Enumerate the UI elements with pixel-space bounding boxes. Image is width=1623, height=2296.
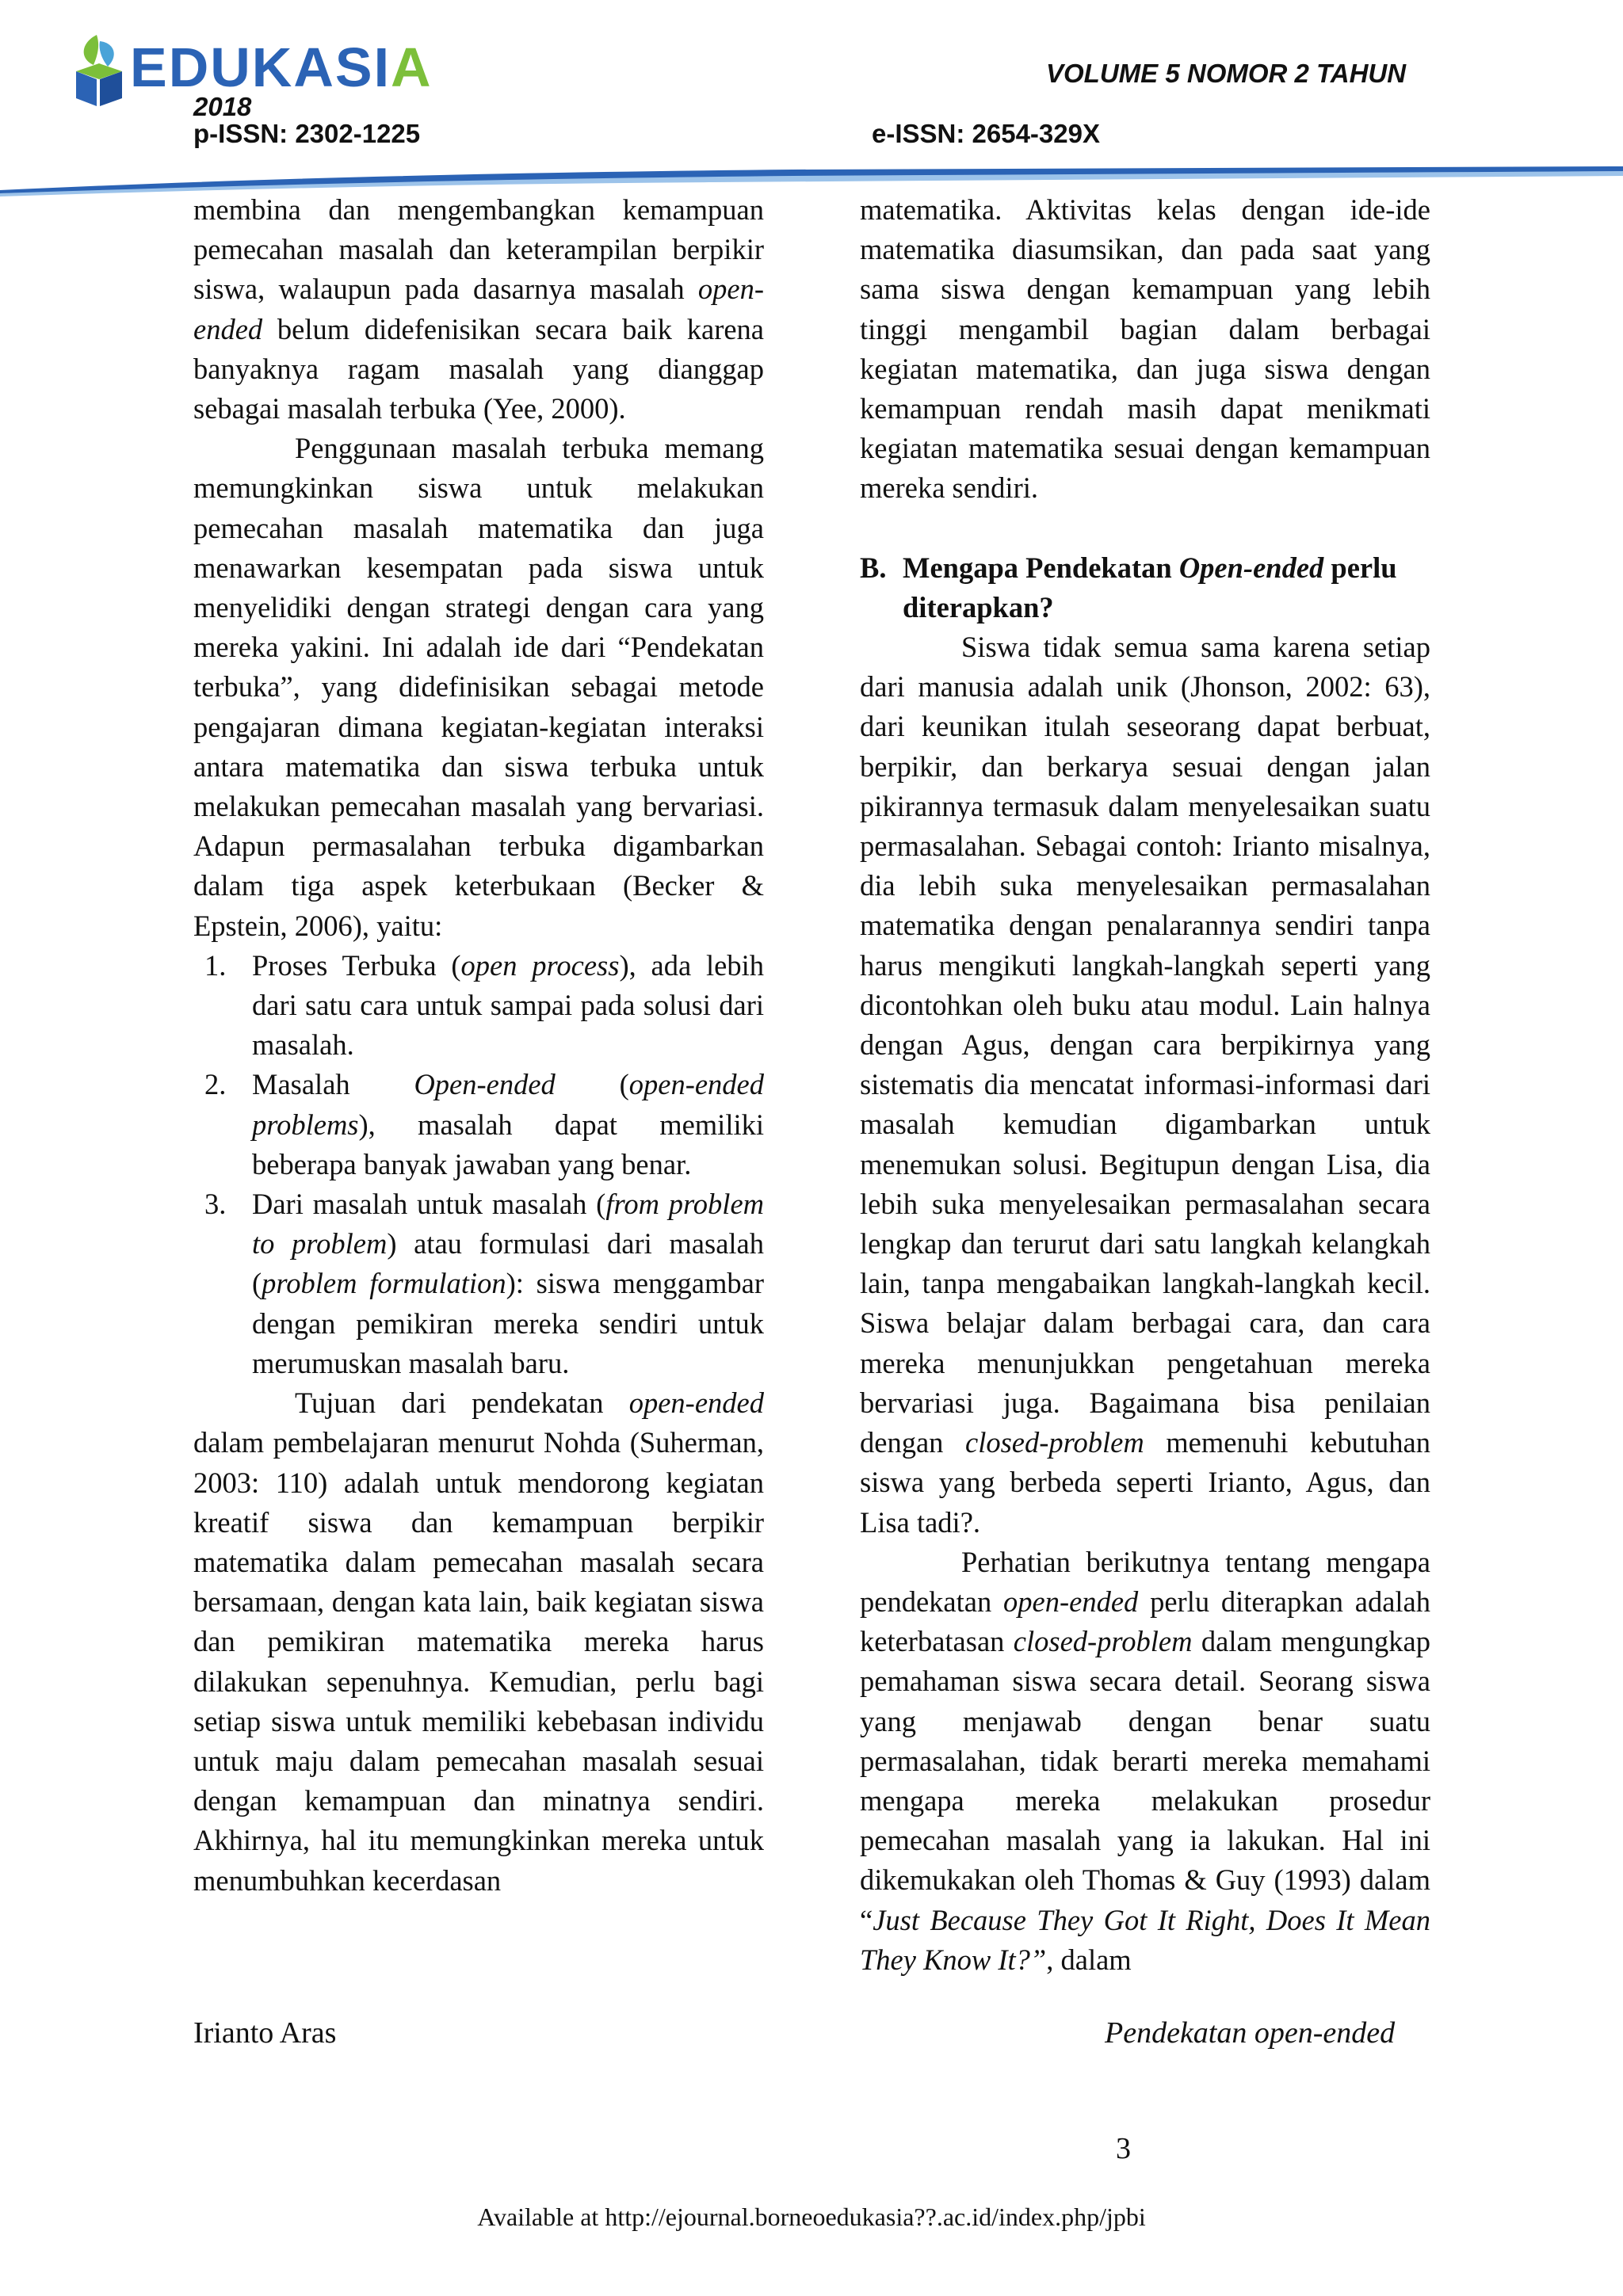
openness-aspects-list bbox=[193, 946, 764, 1383]
running-footer-title: Pendekatan open-ended bbox=[1105, 2016, 1396, 2050]
e-issn: e-ISSN: 2654-329X bbox=[872, 119, 1100, 148]
left-column bbox=[193, 190, 764, 1901]
paragraph: membina dan mengembangkan kemampuan pemecahan masalah dan keterampilan berpikir siswa, walaupun pada dasarnya masalah open-ended belum didefenisikan secara baik karena banyaknya ragam masalah yang dianggap sebagai masalah terbuka (Yee, 2000). bbox=[193, 193, 764, 425]
section-heading: B. Mengapa Pendekatan Open-ended perlu diterapkan? bbox=[860, 551, 1397, 624]
list-item: 3. Dari masalah untuk masalah (from problem to problem) atau formulasi dari masalah (problem formulation): siswa menggambar dengan pemikiran mereka sendiri untuk merumuskan masalah baru. bbox=[204, 1188, 764, 1379]
paragraph: Perhatian berikutnya tentang mengapa pendekatan open-ended perlu diterapkan adalah keterbatasan closed-problem dalam mengungkap pemahaman siswa secara detail. Seorang siswa yang menjawab dengan benar suatu permasalahan, tidak berarti mereka memahami mengapa mereka melakukan prosedur pemecahan masalah yang ia lakukan. Hal ini dikemukakan oleh Thomas & Guy (1993) dalam “Just Because They Got It Right, Does It Mean They Know It?”, dalam bbox=[860, 1545, 1430, 1976]
paragraph: Penggunaan masalah terbuka memang memungkinkan siswa untuk melakukan pemecahan masalah matematika dan juga menawarkan kesempatan pada siswa untuk menyelidiki dengan strategi dengan cara yang mereka yakini. Ini adalah ide dari “Pendekatan terbuka”, yang didefinisikan sebagai metode pengajaran dimana kegiatan-kegiatan interaksi antara matematika dan siswa terbuka untuk melakukan pemecahan masalah yang bervariasi. Adapun permasalahan terbuka digambarkan dalam tiga aspek keterbukaan (Becker & Epstein, 2006), yaitu: bbox=[193, 432, 764, 942]
page-number: 3 bbox=[1116, 2132, 1131, 2165]
p-issn: p-ISSN: 2302-1225 bbox=[193, 119, 421, 148]
paragraph: matematika. Aktivitas kelas dengan ide-ide matematika diasumsikan, dan pada saat yang sama siswa dengan kemampuan yang lebih tinggi mengambil bagian dalam berbagai kegiatan matematika, dan juga siswa dengan kemampuan rendah masih dapat menikmati kegiatan matematika sesuai dengan kemampuan mereka sendiri. bbox=[860, 193, 1430, 505]
journal-header bbox=[0, 0, 1623, 198]
logo-wordmark: EDUKASIA bbox=[130, 36, 433, 98]
list-item: 1. Proses Terbuka (open process), ada lebih dari satu cara untuk sampai pada solusi dari masalah. bbox=[204, 948, 764, 1062]
list-item: 2. Masalah Open-ended (open-ended problems), masalah dapat memiliki beberapa banyak jawaban yang benar. bbox=[204, 1068, 765, 1180]
section-spacer bbox=[860, 509, 1430, 548]
running-footer-author: Irianto Aras bbox=[193, 2016, 337, 2050]
right-column bbox=[860, 190, 1430, 1980]
book-leaf-icon bbox=[73, 32, 128, 108]
volume-year: 2018 bbox=[193, 92, 252, 121]
paragraph: Tujuan dari pendekatan open-ended dalam pembelajaran menurut Nohda (Suherman, 2003: 110) adalah untuk mendorong kegiatan kreatif siswa dan kemampuan berpikir matematika dalam pemecahan masalah secara bersamaan, dengan kata lain, baik kegiatan siswa dan pemikiran matematika mereka harus dilakukan sepenuhnya. Kemudian, perlu bagi setiap siswa untuk memiliki kebebasan individu untuk maju dalam pemecahan masalah sesuai dengan kemampuan dan minatnya sendiri. Akhirnya, hal itu memungkinkan mereka untuk menumbuhkan kecerdasan bbox=[193, 1386, 764, 1897]
availability-url[interactable]: Available at http://ejournal.borneoedukasia??.ac.id/index.php/jpbi bbox=[477, 2203, 1146, 2231]
volume-info: VOLUME 5 NOMOR 2 TAHUN bbox=[1046, 59, 1407, 88]
paragraph: Siswa tidak semua sama karena setiap dari manusia adalah unik (Jhonson, 2002: 63), dari keunikan itulah seseorang dapat berbuat, berpikir, dan berkarya sesuai dengan jalan pikirannya termasuk dalam menyelesaikan suatu permasalahan. Sebagai contoh: Irianto misalnya, dia lebih suka menyelesaikan permasalahan matematika dengan penalarannya sendiri tanpa harus mengikuti langkah-langkah seperti yang dicontohkan oleh buku atau modul. Lain halnya dengan Agus, dengan cara berpikirnya yang sistematis dia mencatat informasi-informasi dari masalah kemudian digambarkan untuk menemukan solusi. Begitupun dengan Lisa, dia lebih suka menyelesaikan permasalahan secara lengkap dan terurut dari satu langkah kelangkah lain, tanpa mengabaikan langkah-langkah kecil. Siswa belajar dalam berbagai cara, dan cara mereka menunjukkan pengetahuan mereka bervariasi juga. Bagaimana bisa penilaian dengan closed-problem memenuhi kebutuhan siswa yang berbeda seperti Irianto, Agus, dan Lisa tadi?. bbox=[860, 631, 1430, 1539]
